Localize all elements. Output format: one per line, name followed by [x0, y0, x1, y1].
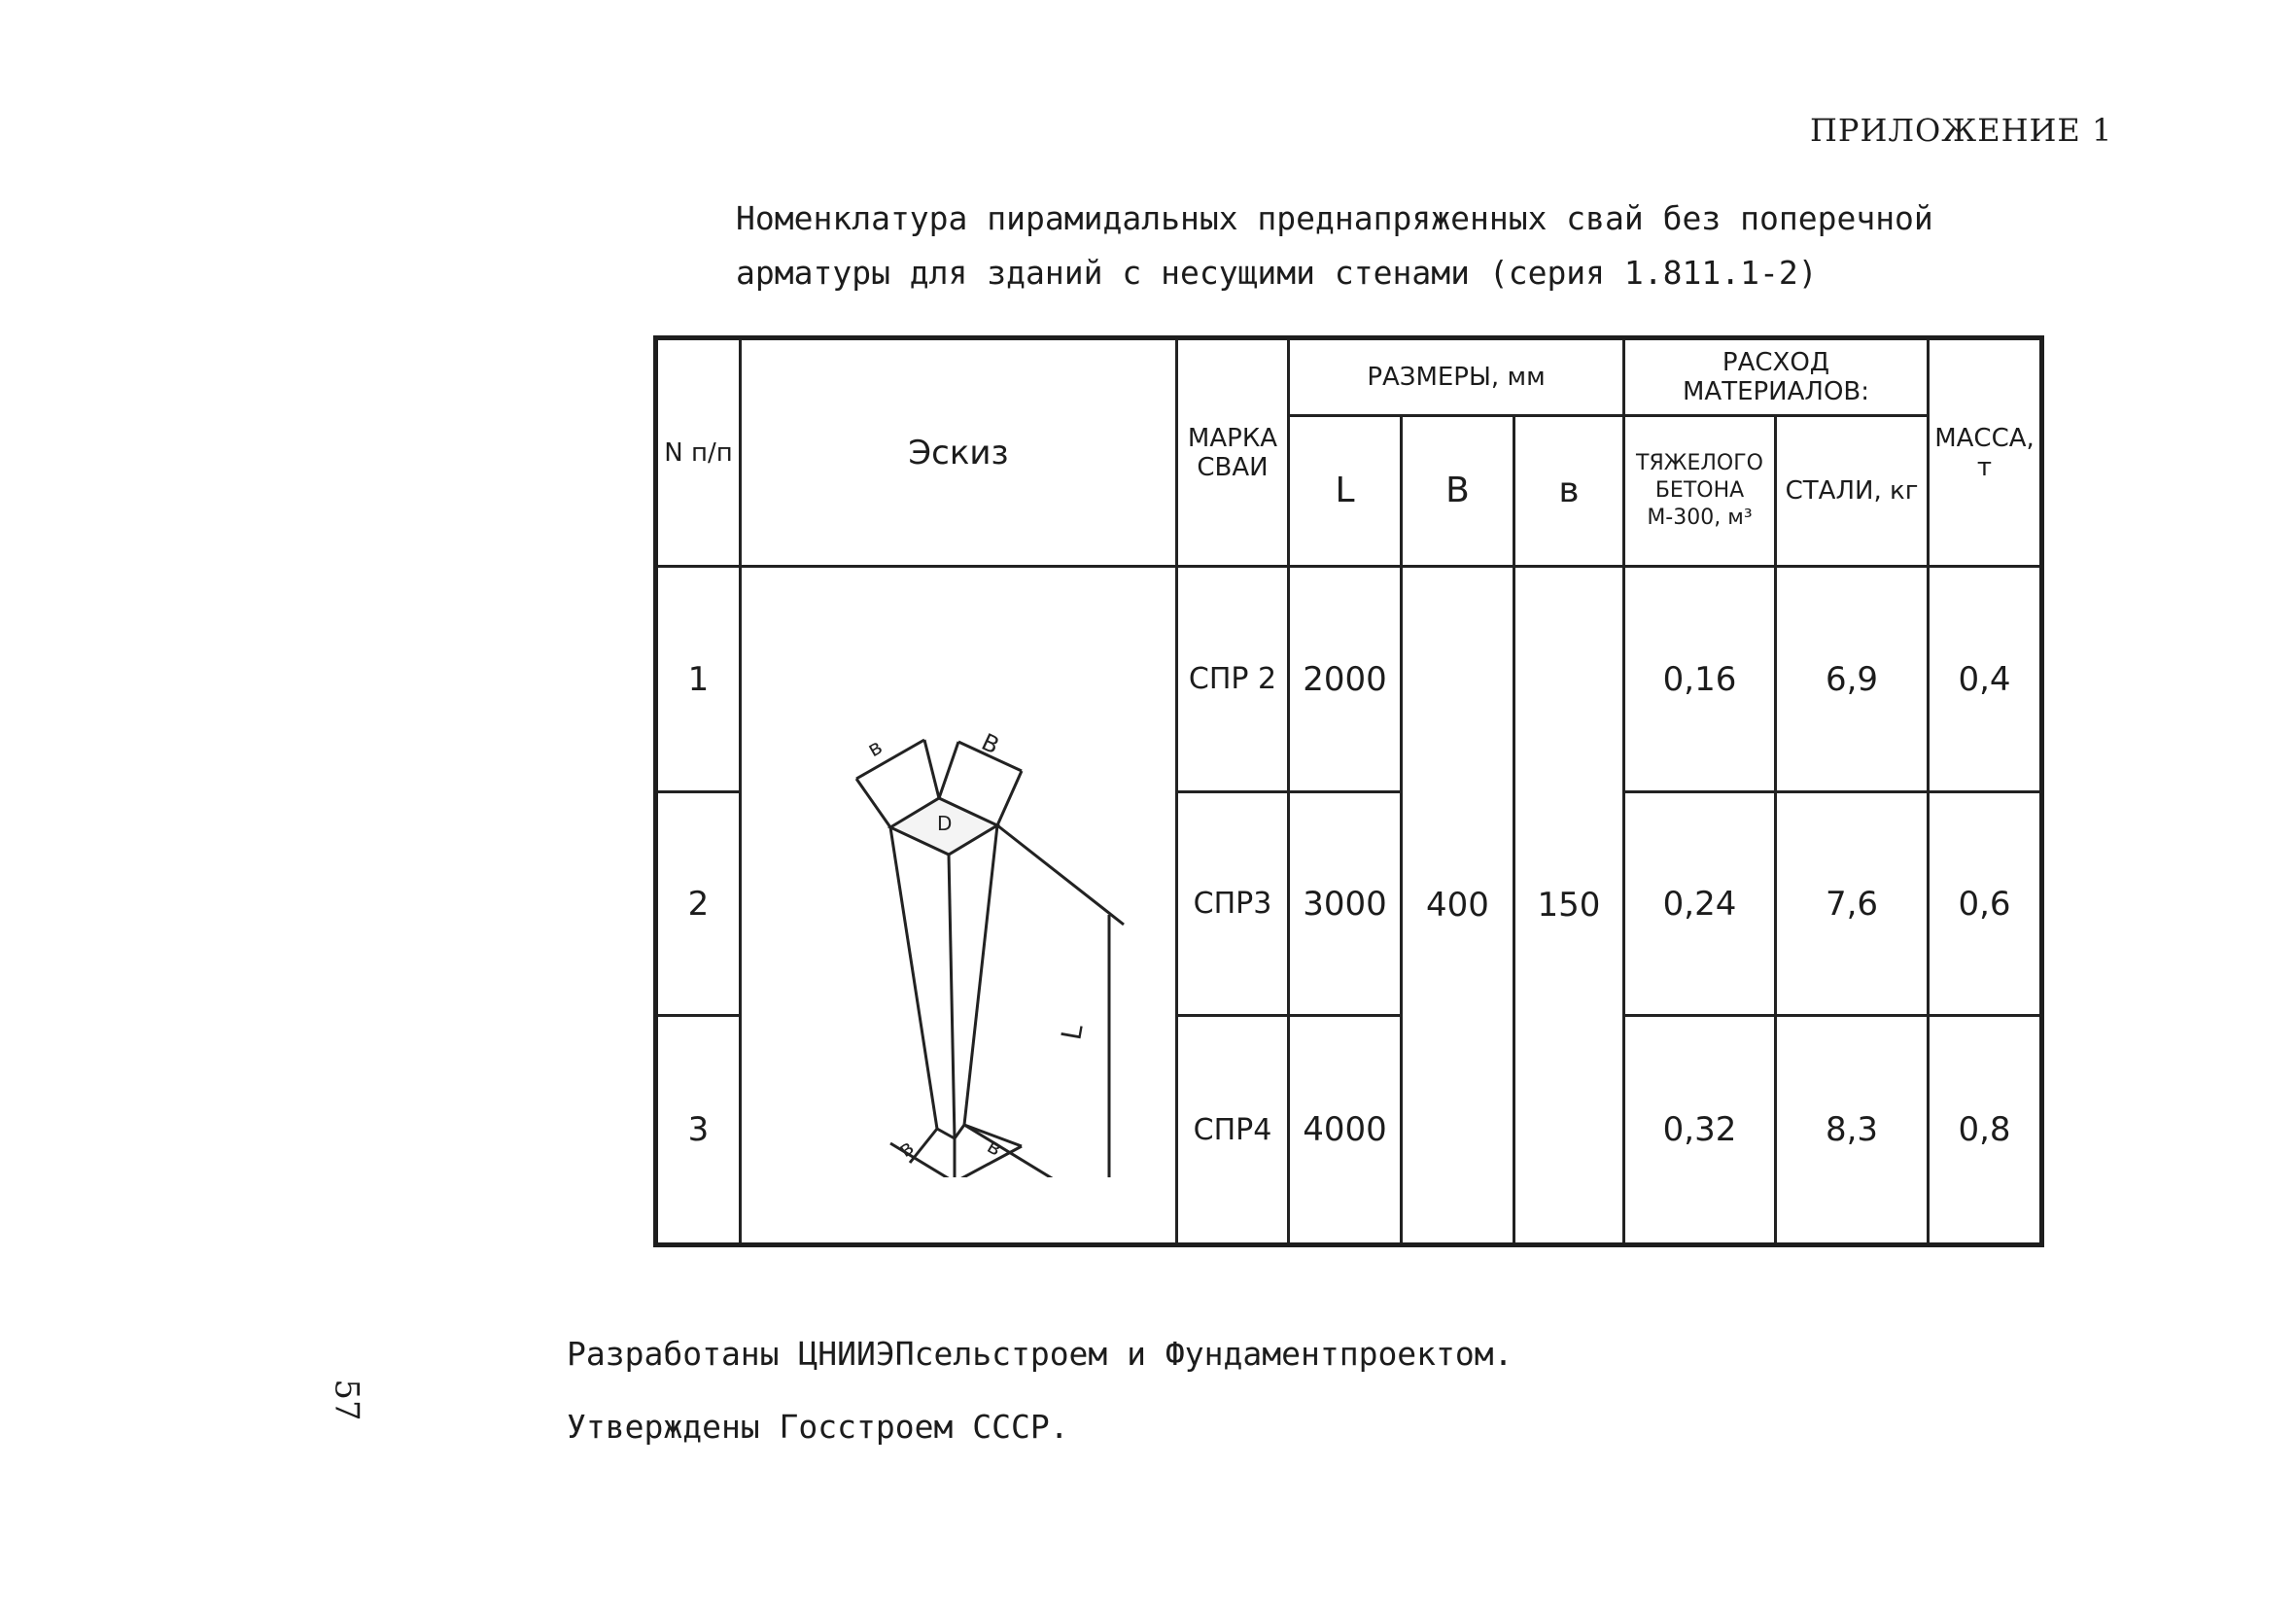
document-title: [736, 192, 2097, 300]
row-concrete: 0,16: [1624, 567, 1776, 792]
sketch-label-top-left: в: [863, 735, 887, 763]
footer-developed-by: Разработаны ЦНИИЭПсельстроем и Фундаментпроектом.: [567, 1335, 1513, 1373]
title-line-1: Номенклатура пирамидальных преднапряженных свай без поперечной: [736, 199, 1933, 237]
header-dimensions: РАЗМЕРЫ, мм: [1289, 338, 1624, 416]
row-concrete: 0,32: [1624, 1016, 1776, 1245]
header-dim-L: L: [1289, 416, 1402, 567]
row-length: 4000: [1289, 1016, 1402, 1245]
header-mass: МАССА, т: [1929, 338, 2042, 567]
shared-B: 400: [1402, 567, 1514, 1245]
row-length: 3000: [1289, 792, 1402, 1016]
row-mass: 0,8: [1929, 1016, 2042, 1245]
header-concrete: ТЯЖЕЛОГО БЕТОНА М-300, м³: [1624, 416, 1776, 567]
row-concrete: 0,24: [1624, 792, 1776, 1016]
row-mass: 0,6: [1929, 792, 2042, 1016]
table-row: [656, 567, 2042, 792]
row-steel: 6,9: [1776, 567, 1929, 792]
header-materials: РАСХОД МАТЕРИАЛОВ:: [1624, 338, 1929, 416]
footer-approved-by: Утверждены Госстроем СССР.: [567, 1408, 1069, 1446]
row-num: 3: [656, 1016, 741, 1245]
row-num: 1: [656, 567, 741, 792]
header-steel: СТАЛИ, кг: [1776, 416, 1929, 567]
header-mark: МАРКА СВАИ: [1177, 338, 1289, 567]
page-number: 57: [327, 1379, 366, 1421]
row-length: 2000: [1289, 567, 1402, 792]
sketch-label-top-right: В: [977, 728, 1004, 760]
sketch-label-length: L: [1055, 1022, 1090, 1043]
sketch-cell: [741, 567, 1177, 1245]
row-mass: 0,4: [1929, 567, 2042, 792]
pile-sketch-icon: [764, 633, 1153, 1177]
header-num: N п/п: [656, 338, 741, 567]
sketch-label-bottom-right: в: [983, 1134, 1006, 1162]
appendix-label: ПРИЛОЖЕНИЕ 1: [1810, 112, 2113, 149]
row-steel: 7,6: [1776, 792, 1929, 1016]
header-sketch: Эскиз: [741, 338, 1177, 567]
pile-nomenclature-table: [653, 335, 2044, 1247]
shared-b: 150: [1514, 567, 1624, 1245]
sketch-label-bottom-left: в: [894, 1135, 920, 1163]
row-mark: СПР4: [1177, 1016, 1289, 1245]
header-dim-b: в: [1514, 416, 1624, 567]
row-num: 2: [656, 792, 741, 1016]
sketch-label-face: D: [937, 812, 953, 835]
row-mark: СПР3: [1177, 792, 1289, 1016]
title-line-2: арматуры для зданий с несущими стенами (серия 1.811.1-2): [736, 254, 1818, 292]
header-dim-B: B: [1402, 416, 1514, 567]
row-mark: СПР 2: [1177, 567, 1289, 792]
row-steel: 8,3: [1776, 1016, 1929, 1245]
pile-table-wrapper: [653, 335, 2044, 1247]
